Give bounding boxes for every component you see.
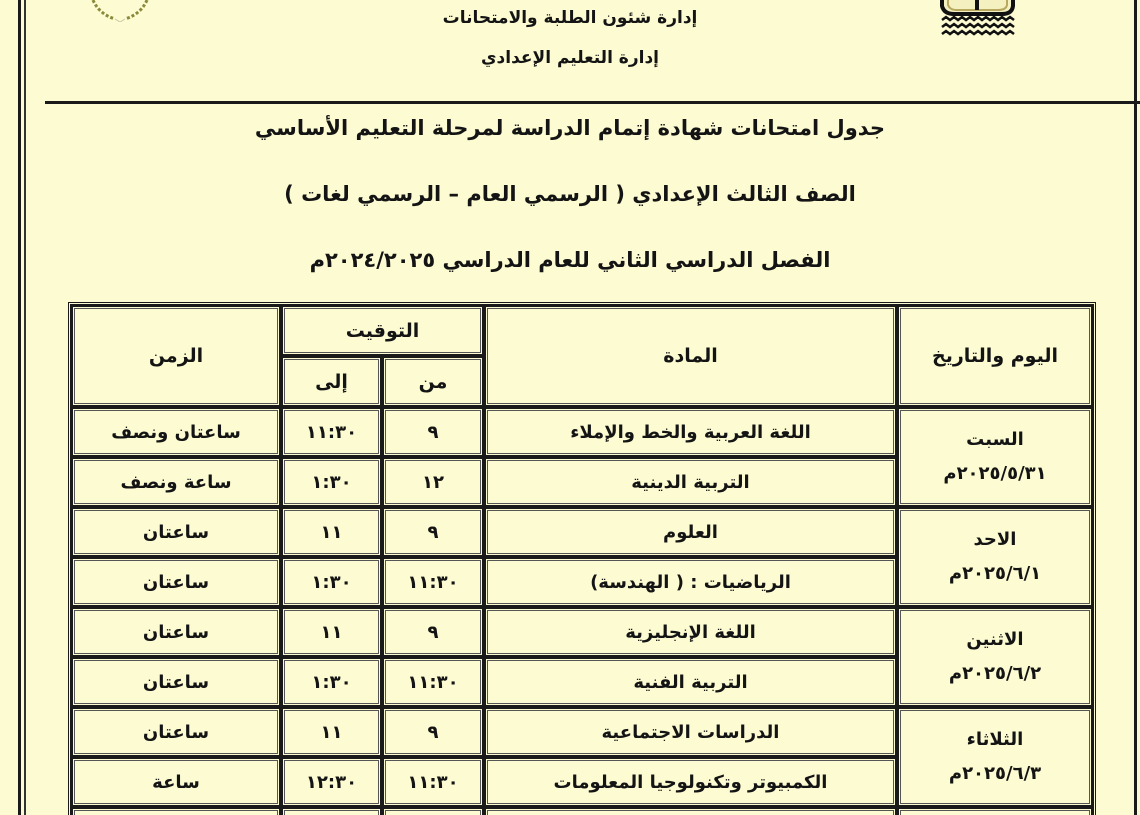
table-row [71, 607, 1093, 657]
from-time-cell: ١١:٣٠ [382, 657, 484, 707]
duration-cell [71, 807, 281, 815]
header-subject: المادة [484, 305, 897, 407]
day-name: الاحد [973, 528, 1017, 550]
day-date-cell [897, 507, 1093, 607]
from-time-cell [382, 807, 484, 815]
to-time-cell: ١١ [281, 607, 382, 657]
exam-date: ٢٠٢٥/٦/١م [948, 563, 1042, 584]
exam-date: ٢٠٢٥/٦/٢م [948, 663, 1042, 684]
header-timing: التوقيت [281, 305, 484, 356]
to-time-cell [281, 807, 382, 815]
table-row [71, 707, 1093, 757]
from-time-cell: ٩ [382, 507, 484, 557]
duration-cell: ساعة [71, 757, 281, 807]
header-duration: الزمن [71, 305, 281, 407]
subject-cell: اللغة العربية والخط والإملاء [484, 407, 897, 457]
from-time-cell: ١١:٣٠ [382, 757, 484, 807]
to-time-cell: ١:٣٠ [281, 457, 382, 507]
exam-date: ٢٠٢٥/٥/٣١م [943, 463, 1047, 484]
day-name: السبت [966, 428, 1024, 450]
from-time-cell: ١١:٣٠ [382, 557, 484, 607]
to-time-cell: ١:٣٠ [281, 557, 382, 607]
header-divider [45, 101, 1140, 104]
day-date-cell [897, 807, 1093, 815]
org-line-students-affairs: إدارة شئون الطلبة والامتحانات [442, 8, 698, 28]
duration-cell: ساعة ونصف [71, 457, 281, 507]
day-name: الثلاثاء [966, 728, 1024, 750]
table-row [71, 507, 1093, 557]
duration-cell: ساعتان [71, 557, 281, 607]
grade-subtitle: الصف الثالث الإعدادي ( الرسمي العام – الرسمي لغات ) [284, 182, 856, 206]
to-time-cell: ١:٣٠ [281, 657, 382, 707]
from-time-cell: ٩ [382, 707, 484, 757]
schedule-title: جدول امتحانات شهادة إتمام الدراسة لمرحلة التعليم الأساسي [254, 116, 886, 140]
duration-cell: ساعتان ونصف [71, 407, 281, 457]
subject-cell: العلوم [484, 507, 897, 557]
header-to: إلى [281, 356, 382, 407]
header-from: من [382, 356, 484, 407]
day-date-cell [897, 407, 1093, 507]
subject-cell: اللغة الإنجليزية [484, 607, 897, 657]
day-date-cell [897, 607, 1093, 707]
duration-cell: ساعتان [71, 657, 281, 707]
table-row-partial [71, 807, 1093, 815]
to-time-cell: ١١ [281, 707, 382, 757]
table-row [71, 407, 1093, 457]
term-subtitle: الفصل الدراسي الثاني للعام الدراسي ٢٠٢٤/٢٠٢٥م [309, 248, 831, 272]
duration-cell: ساعتان [71, 707, 281, 757]
subject-cell: التربية الدينية [484, 457, 897, 507]
from-time-cell: ٩ [382, 407, 484, 457]
subject-cell: الدراسات الاجتماعية [484, 707, 897, 757]
subject-cell: الرياضيات : ( الهندسة) [484, 557, 897, 607]
duration-cell: ساعتان [71, 607, 281, 657]
day-date-cell [897, 707, 1093, 807]
subject-cell: الكمبيوتر وتكنولوجيا المعلومات [484, 757, 897, 807]
exam-schedule-table [68, 302, 1096, 815]
day-name: الاثنين [966, 628, 1024, 650]
to-time-cell: ١١:٣٠ [281, 407, 382, 457]
subject-cell: التربية الفنية [484, 657, 897, 707]
from-time-cell: ٩ [382, 607, 484, 657]
header-day-date: اليوم والتاريخ [897, 305, 1093, 407]
exam-date: ٢٠٢٥/٦/٣م [948, 763, 1042, 784]
subject-cell [484, 807, 897, 815]
duration-cell: ساعتان [71, 507, 281, 557]
to-time-cell: ١٢:٣٠ [281, 757, 382, 807]
from-time-cell: ١٢ [382, 457, 484, 507]
org-line-preparatory-education: إدارة التعليم الإعدادي [480, 48, 660, 68]
to-time-cell: ١١ [281, 507, 382, 557]
